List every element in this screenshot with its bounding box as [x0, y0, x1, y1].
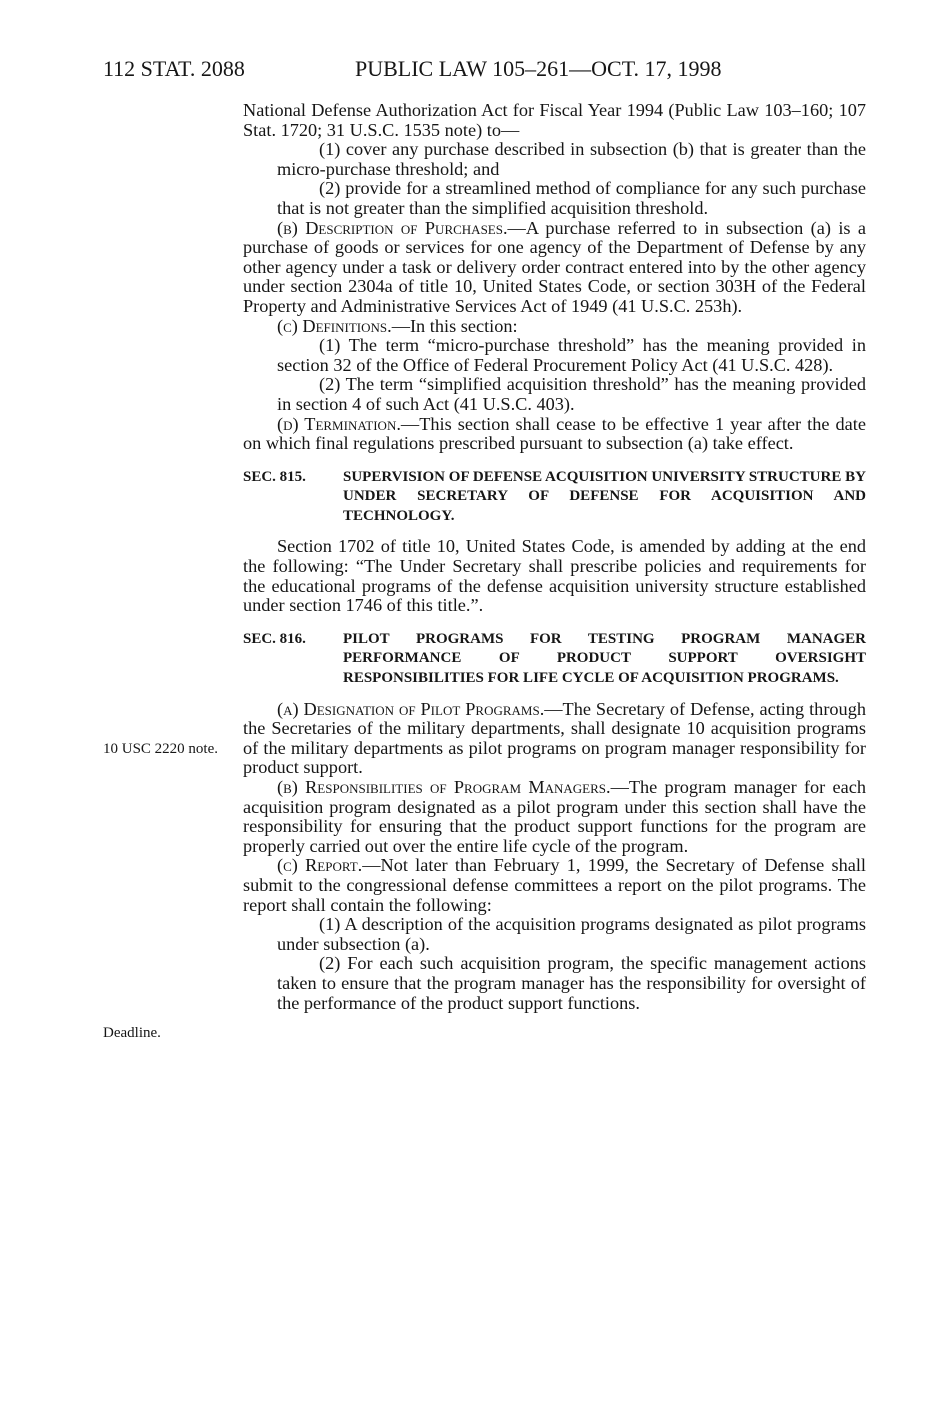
section-816-b [243, 778, 866, 856]
section-816-a-heading: (a) Designation of Pilot Programs. [277, 698, 545, 719]
subsection-d [243, 415, 866, 454]
margin-note-usc: 10 USC 2220 note. [103, 741, 219, 757]
definition-c1: (1) The term “micro-purchase threshold” has the meaning provided in section 32 of the Office of Federal Procurement Policy Act (41 U.S.C. 428). [277, 335, 866, 375]
subsection-d-heading: (d) Termination. [277, 413, 401, 434]
section-815-text: Section 1702 of title 10, United States Code, is amended by adding at the end the following: “The Under Secretary shall prescribe policies and requirements for the educational programs of the defense acquisition university structure established under section 1746 of this title.”. [243, 536, 866, 616]
section-816-heading [243, 630, 866, 689]
margin-note-deadline: Deadline. [103, 1025, 161, 1041]
subsection-c-heading: (c) Definitions. [277, 315, 392, 336]
section-816-b-text: —The program manager for each acquisition program designated as a pilot program under this section shall have the responsibility for ensuring that the product support functions for the program are properly carried out over the entire life cycle of the program. [243, 777, 866, 856]
document-body [243, 101, 866, 1013]
section-816-title: PILOT PROGRAMS FOR TESTING PROGRAM MANAGER PERFORMANCE OF PRODUCT SUPPORT OVERSIGHT RESPONSIBILITIES FOR LIFE CYCLE OF ACQUISITION PROGRAMS. [343, 630, 866, 687]
subsection-d-text: —This section shall cease to be effective 1 year after the date on which final regulations prescribed pursuant to subsection (a) take effect. [243, 413, 866, 454]
report-item-1: (1) A description of the acquisition programs designated as pilot programs under subsection (a). [277, 914, 866, 954]
subsection-c-text: —In this section: [391, 315, 518, 336]
section-815-number: SEC. 815. [243, 468, 306, 485]
section-816-c [243, 856, 866, 915]
section-816-number: SEC. 816. [243, 630, 306, 647]
section-815-title: SUPERVISION OF DEFENSE ACQUISITION UNIVERSITY STRUCTURE BY UNDER SECRETARY OF DEFENSE FOR ACQUISITION AND TECHNOLOGY. [343, 468, 866, 524]
stat-reference: 112 STAT. 2088 [103, 56, 245, 81]
subsection-b [243, 219, 866, 317]
section-816-c-text: —Not later than February 1, 1999, the Secretary of Defense shall submit to the congressional defense committees a report on the pilot programs. The report shall contain the following: [243, 855, 866, 915]
public-law-title: PUBLIC LAW 105–261—OCT. 17, 1998 [355, 56, 722, 81]
section-816-a [243, 700, 866, 778]
section-815-heading [243, 468, 866, 527]
section-816-a-text: —The Secretary of Defense, acting through the Secretaries of the military departments, shall designate 10 acquisition programs of the military departments as pilot programs on program manager responsibility for product support. [243, 698, 866, 778]
list-item-a2: (2) provide for a streamlined method of compliance for any such purchase that is not greater than the simplified acquisition threshold. [277, 178, 866, 218]
definition-c2: (2) The term “simplified acquisition threshold” has the meaning provided in section 4 of such Act (41 U.S.C. 403). [277, 374, 866, 414]
section-816-b-heading: (b) Responsibilities of Program Managers. [277, 777, 611, 797]
subsection-b-text: —A purchase referred to in subsection (a) is a purchase of goods or services for one agency of the Department of Defense by any other agency under a task or delivery order contract entered into by the other agency under section 2304a of title 10, United States Code, or section 303H of the Federal Property and Administrative Services Act of 1949 (41 U.S.C. 253h). [243, 217, 866, 316]
page-header [103, 56, 883, 84]
subsection-b-heading: (b) Description of Purchases. [277, 217, 508, 238]
list-item-a1: (1) cover any purchase described in subsection (b) that is greater than the micro-purchase threshold; and [277, 139, 866, 179]
report-item-2: (2) For each such acquisition program, the specific management actions taken to ensure that the program manager has the responsibility for oversight of the performance of the product support functions. [277, 953, 866, 1013]
section-816-c-heading: (c) Report. [277, 855, 363, 876]
subsection-c [243, 317, 866, 337]
intro-paragraph: National Defense Authorization Act for Fiscal Year 1994 (Public Law 103–160; 107 Stat. 1720; 31 U.S.C. 1535 note) to— [243, 100, 866, 140]
